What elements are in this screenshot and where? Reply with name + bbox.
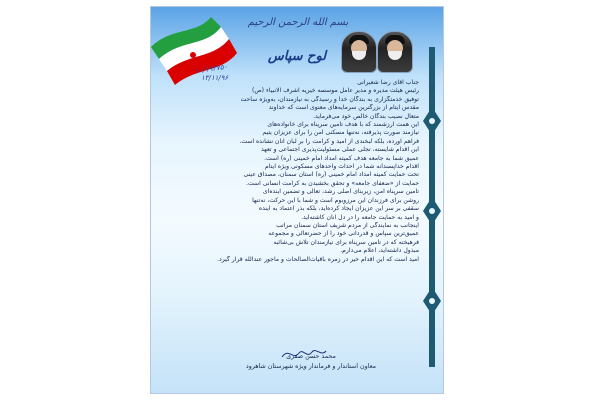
body-line: عمیق‌ترین سپاس و قدردانی خود را از حضرتعالی و مجموعه <box>268 230 419 238</box>
plaque-title: لوح سپاس <box>267 49 327 64</box>
body-line: عمیق شما به جامعه هدف کمیته امداد امام خمینی (ره) است. <box>264 154 419 162</box>
body-line: روشن برای فرزندان این مرزوبوم است و شما با این حرکت، نه‌تنها <box>252 196 419 204</box>
decorative-border-icon <box>421 47 443 367</box>
body-line: این اقدام شایسته، تجلی عملی مسئولیت‌پذیری اجتماعی و تعهد <box>260 146 419 154</box>
body-line: جناب آقای رضا شعیرانی <box>357 79 419 86</box>
portrait-photo <box>377 31 413 73</box>
reference-number: ۱۰/۱۹۳۷۵۰ <box>194 62 228 76</box>
body-line: اقدام خداپسندانه شما در احداث واحدهای مسکونی ویژه ایتام <box>265 163 419 171</box>
reference-date: ۱۳/۱۱/۹۶ <box>201 74 229 82</box>
signature-block <box>211 352 411 372</box>
body-line: امید است که این اقدام خیر در زمره باقیات‌الصالحات و ماجور عندالله قرار گیرد. <box>217 255 419 263</box>
body-line: مبذول داشته‌اید، اعلام می‌دارم. <box>340 247 419 255</box>
body-line: تأمین سرپناه امن، زیربنای اصلی رشد، تعالی و تضمین آینده‌ای <box>262 188 419 196</box>
body-line: سقفی بر سر این عزیزان ایجاد کرده‌اید، بلکه بذر اعتماد به آینده <box>258 205 419 213</box>
body-line: توفیق خدمتگزاری به بندگان خدا و رسیدگی به نیازمندان، به‌ویژه ساحت <box>240 95 419 103</box>
body-line: نیازمند صورت پذیرفته، نه‌تنها مسکنی امن را برای عزیزان یتیم <box>262 129 419 137</box>
basmala: بسم الله الرحمن الرحيم <box>247 17 349 28</box>
body-line: تحت حمایت کمیته امداد امام خمینی (ره) استان سمنان، مصداق عینی <box>243 171 419 179</box>
body-line: حمایت از «ضعفای جامعه» و تحقق بخشیدن به کرامت انسانی است. <box>246 179 419 187</box>
body-line: فرهیخته که در تأمین سرپناه برای نیازمندان تلاش بی‌شائبه <box>273 238 419 246</box>
signer-position: معاون استاندار و فرماندار ویژه شهرستان شاهرود <box>245 363 377 370</box>
body-line: فراهم آورده، بلکه لبخندی از امید و کرامت را بر لبان آنان نشانده است. <box>239 137 419 145</box>
body-line: رئیس هیئت مدیره و مدیر عامل موسسه خیریه اشرف الانبیاء (ص) <box>251 87 419 95</box>
appreciation-plaque <box>150 6 444 394</box>
letter-body <box>173 79 419 264</box>
body-line: و امید به حمایت جامعه را در دل آنان کاشته‌اید. <box>301 213 419 221</box>
body-line: این همت ارزشمند که با هدف تأمین سرپناه برای خانواده‌های <box>267 121 419 129</box>
signer-name: محمد حسن صفری <box>286 353 336 360</box>
body-line: متعال نصیب بندگان خالص خود می‌فرماید. <box>313 112 419 120</box>
body-line: اینجانب به نمایندگی از مردم شریف استان سمنان مراتب <box>276 221 419 229</box>
body-line: مقدس ایتام از بزرگترین سرمایه‌های معنوی است که خداوند <box>268 104 419 112</box>
